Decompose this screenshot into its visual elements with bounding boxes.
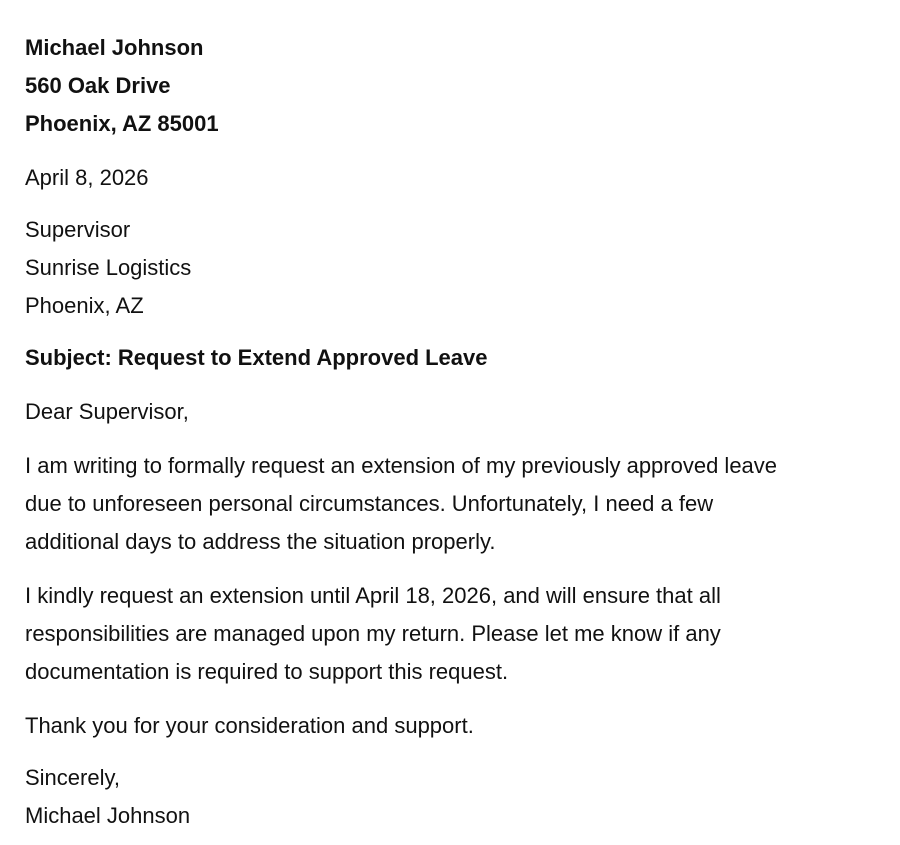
body-paragraph-2: [25, 577, 885, 691]
paragraph-1-line-2: due to unforeseen personal circumstances. Unfortunately, I need a few: [25, 491, 714, 516]
body-paragraph-1: [25, 447, 885, 561]
paragraph-2-line-2: responsibilities are managed upon my return. Please let me know if any: [25, 621, 721, 646]
sender-city-state-zip: Phoenix, AZ 85001: [25, 111, 219, 136]
paragraph-1-line-1: I am writing to formally request an extension of my previously approved leave: [25, 453, 778, 478]
thanks-line: Thank you for your consideration and support.: [25, 713, 474, 738]
recipient-title: Supervisor: [25, 217, 131, 242]
sender-street: 560 Oak Drive: [25, 73, 171, 98]
recipient-address-block: [25, 211, 885, 325]
sender-name: Michael Johnson: [25, 35, 204, 60]
letter-date-block: [25, 159, 885, 197]
recipient-city-state: Phoenix, AZ: [25, 293, 144, 318]
subject-line: Subject: Request to Extend Approved Leave: [25, 345, 488, 370]
paragraph-2-line-1: I kindly request an extension until April 18, 2026, and will ensure that all: [25, 583, 721, 608]
letter-document: [25, 29, 885, 835]
salutation: Dear Supervisor,: [25, 399, 189, 424]
sender-address-block: [25, 29, 885, 143]
salutation-block: [25, 393, 885, 431]
paragraph-1-line-3: additional days to address the situation properly.: [25, 529, 496, 554]
sign-off: Sincerely,: [25, 765, 120, 790]
paragraph-2-line-3: documentation is required to support this request.: [25, 659, 509, 684]
letter-date: April 8, 2026: [25, 165, 149, 190]
recipient-company: Sunrise Logistics: [25, 255, 192, 280]
thanks-paragraph: [25, 707, 885, 745]
closing-block: [25, 759, 885, 835]
subject-block: [25, 339, 885, 377]
signature-name: Michael Johnson: [25, 803, 191, 828]
